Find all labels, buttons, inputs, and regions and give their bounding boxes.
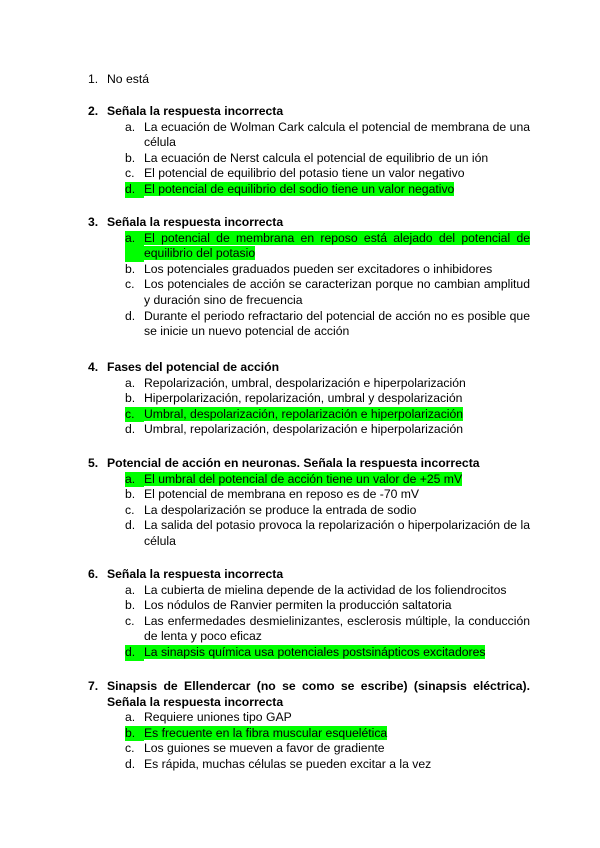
option-text: Requiere uniones tipo GAP bbox=[144, 710, 292, 725]
option-d bbox=[125, 309, 530, 340]
option-text: Los guiones se mueven a favor de gradiente bbox=[144, 741, 385, 756]
option-letter: a. bbox=[125, 582, 136, 597]
question-6 bbox=[88, 567, 530, 661]
option-text: Las enfermedades desmielinizantes, esclerosis múltiple, la conducción de lenta y poco eficaz bbox=[144, 613, 530, 644]
question-title: Sinapsis de Ellendercar (no se como se escribe) (sinapsis eléctrica). Señala la respuesta incorrecta bbox=[107, 679, 530, 709]
option-text: La despolarización se produce la entrada de sodio bbox=[144, 502, 417, 517]
option-c bbox=[125, 407, 530, 423]
option-text: Es rápida, muchas células se pueden excitar a la vez bbox=[144, 756, 432, 771]
option-a bbox=[125, 710, 530, 726]
option-text: La ecuación de Nerst calcula el potencial de equilibrio de un ión bbox=[144, 150, 489, 165]
question-number: 1. bbox=[88, 72, 99, 86]
option-a bbox=[125, 120, 530, 151]
option-letter: d. bbox=[125, 756, 136, 771]
option-letter: c. bbox=[125, 502, 135, 517]
option-text: Los potenciales de acción se caracterizan porque no cambian amplitud y duración sino de frecuencia bbox=[144, 277, 530, 307]
option-d bbox=[125, 757, 530, 773]
option-letter: b. bbox=[125, 598, 136, 613]
option-text-highlighted: Umbral, despolarización, repolarización e hiperpolarización bbox=[144, 406, 464, 421]
option-text: El potencial de equilibrio del potasio tiene un valor negativo bbox=[144, 166, 465, 181]
option-text: Los nódulos de Ranvier permiten la producción saltatoria bbox=[144, 598, 452, 613]
option-text: Durante el periodo refractario del potencial de acción no es posible que se inicie un nuevo potencial de acción bbox=[144, 308, 530, 339]
option-letter: c. bbox=[125, 407, 144, 423]
option-text: El potencial de membrana en reposo es de -70 mV bbox=[144, 487, 420, 502]
option-letter: a. bbox=[125, 375, 136, 390]
option-c bbox=[125, 741, 530, 757]
question-number: 3. bbox=[88, 215, 99, 229]
option-letter: d. bbox=[125, 182, 144, 198]
option-b bbox=[125, 391, 530, 407]
option-b bbox=[125, 726, 530, 742]
option-text-highlighted: Es frecuente en la fibra muscular esquelética bbox=[144, 725, 388, 740]
option-c bbox=[125, 166, 530, 182]
question-1 bbox=[88, 72, 530, 88]
option-d bbox=[125, 518, 530, 549]
option-text-highlighted: El potencial de membrana en reposo está alejado del potencial de equilibrio del potasio bbox=[144, 230, 530, 261]
question-title: Fases del potencial de acción bbox=[107, 360, 280, 374]
option-letter: d. bbox=[125, 645, 144, 661]
option-letter: a. bbox=[125, 710, 136, 725]
option-letter: b. bbox=[125, 150, 136, 165]
option-letter: a. bbox=[125, 119, 136, 134]
question-number: 7. bbox=[88, 679, 99, 693]
option-text: Hiperpolarización, repolarización, umbral y despolarización bbox=[144, 391, 463, 406]
option-text: Repolarización, umbral, despolarización e hiperpolarización bbox=[144, 375, 466, 390]
option-b bbox=[125, 487, 530, 503]
option-text-highlighted: La sinapsis química usa potenciales postsinápticos excitadores bbox=[144, 644, 486, 659]
option-c bbox=[125, 614, 530, 645]
option-letter: d. bbox=[125, 518, 136, 533]
option-b bbox=[125, 262, 530, 278]
option-d bbox=[125, 182, 530, 198]
option-letter: a. bbox=[125, 472, 144, 488]
question-title: Señala la respuesta incorrecta bbox=[107, 215, 284, 229]
option-text: La ecuación de Wolman Cark calcula el potencial de membrana de una célula bbox=[144, 119, 530, 150]
option-letter: c. bbox=[125, 166, 135, 181]
option-letter: a. bbox=[125, 231, 144, 262]
option-a bbox=[125, 472, 530, 488]
option-letter: d. bbox=[125, 308, 136, 323]
question-3 bbox=[88, 215, 530, 340]
question-2 bbox=[88, 104, 530, 198]
question-5 bbox=[88, 456, 530, 550]
option-text: La cubierta de mielina depende de la actividad de los foliendrocitos bbox=[144, 582, 507, 597]
option-c bbox=[125, 277, 530, 308]
option-text: La salida del potasio provoca la repolarización o hiperpolarización de la célula bbox=[144, 518, 530, 548]
question-7 bbox=[88, 679, 530, 773]
question-number: 4. bbox=[88, 360, 99, 374]
option-letter: c. bbox=[125, 277, 135, 292]
question-title: No está bbox=[107, 72, 150, 86]
option-a bbox=[125, 583, 530, 599]
option-letter: b. bbox=[125, 261, 136, 276]
question-title: Señala la respuesta incorrecta bbox=[107, 104, 284, 118]
option-letter: b. bbox=[125, 391, 136, 406]
option-letter: b. bbox=[125, 726, 144, 742]
option-d bbox=[125, 422, 530, 438]
option-d bbox=[125, 645, 530, 661]
question-4 bbox=[88, 360, 530, 438]
option-text-highlighted: El potencial de equilibrio del sodio tiene un valor negativo bbox=[144, 181, 455, 196]
option-a bbox=[125, 231, 530, 262]
option-letter: b. bbox=[125, 487, 136, 502]
option-text-highlighted: El umbral del potencial de acción tiene un valor de +25 mV bbox=[144, 471, 463, 486]
question-number: 6. bbox=[88, 567, 99, 581]
option-text: Los potenciales graduados pueden ser excitadores o inhibidores bbox=[144, 261, 493, 276]
question-number: 5. bbox=[88, 456, 99, 470]
option-b bbox=[125, 598, 530, 614]
option-a bbox=[125, 376, 530, 392]
option-letter: c. bbox=[125, 613, 135, 628]
option-text: Umbral, repolarización, despolarización e hiperpolarización bbox=[144, 422, 464, 437]
option-letter: d. bbox=[125, 422, 136, 437]
question-number: 2. bbox=[88, 104, 99, 118]
question-title: Señala la respuesta incorrecta bbox=[107, 567, 284, 581]
option-letter: c. bbox=[125, 741, 135, 756]
question-title: Potencial de acción en neuronas. Señala la respuesta incorrecta bbox=[107, 456, 480, 470]
option-b bbox=[125, 151, 530, 167]
option-c bbox=[125, 503, 530, 519]
